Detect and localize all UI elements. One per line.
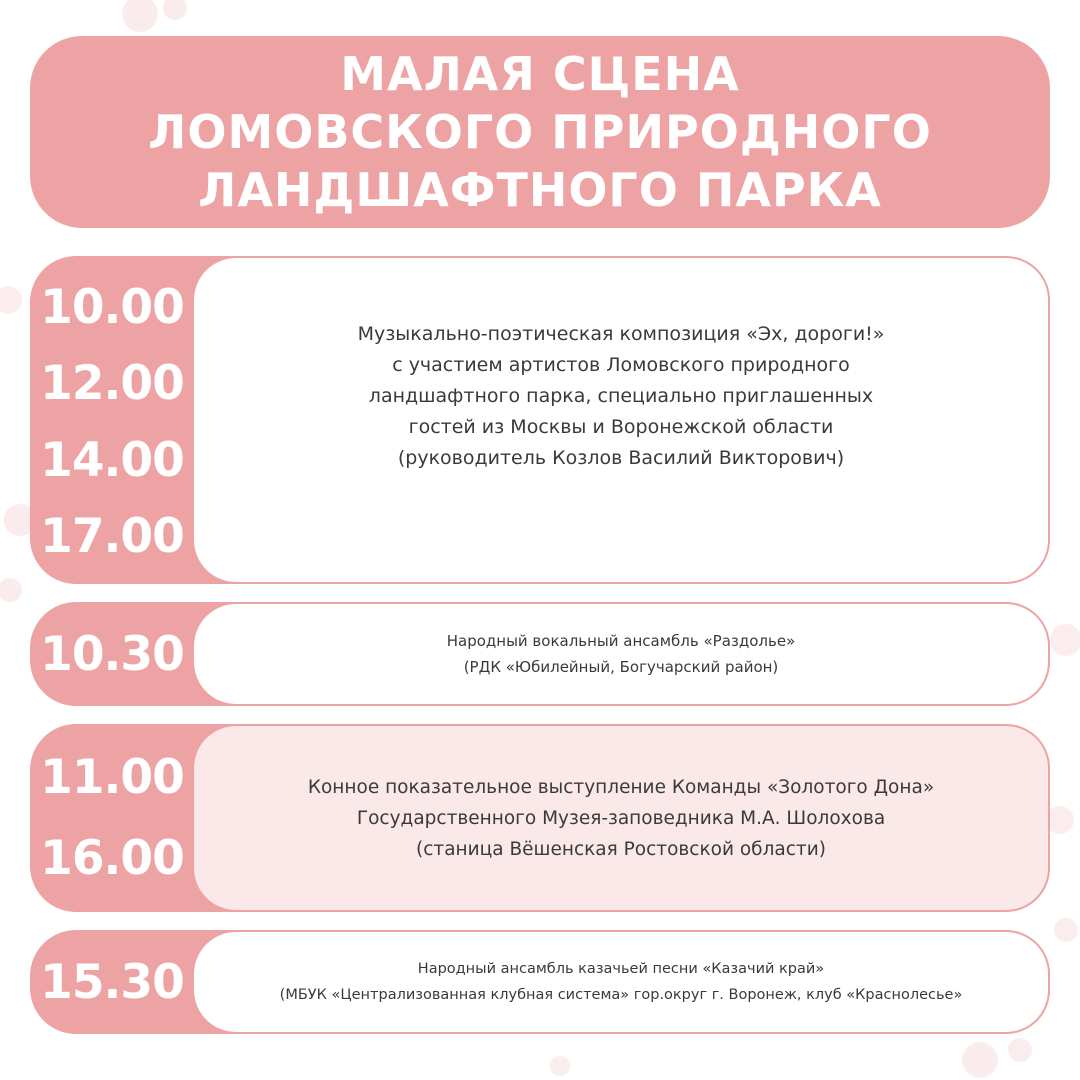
time-label: 14.00	[40, 432, 184, 488]
title-line-1: МАЛАЯ СЦЕНА	[340, 47, 740, 101]
event-description-line: Народный ансамбль казачьей песни «Казачий край»	[417, 961, 825, 977]
title-line-3: ЛАНДШАФТНОГО ПАРКА	[198, 163, 882, 217]
time-column	[30, 256, 194, 584]
event-card	[192, 602, 1050, 706]
schedule-row-2	[30, 602, 1050, 706]
schedule-row-3	[30, 724, 1050, 912]
event-description-line: Конное показательное выступление Команды «Золотого Дона»	[307, 776, 935, 798]
event-description-line: Музыкально-поэтическая композиция «Эх, дороги!»	[357, 322, 885, 345]
time-label: 16.00	[40, 831, 184, 886]
time-label: 10.30	[40, 626, 184, 682]
event-card	[192, 256, 1050, 584]
event-description-line: Народный вокальный ансамбль «Раздолье»	[446, 632, 796, 650]
schedule-row-4	[30, 930, 1050, 1034]
time-label: 12.00	[40, 356, 184, 412]
event-description-line: (МБУК «Централизованная клубная система» гор.округ г. Воронеж, клуб «Краснолесье»	[279, 987, 963, 1003]
event-description-line: ландшафтного парка, специально приглашенных	[368, 384, 874, 407]
event-description-line: с участием артистов Ломовского природного	[392, 353, 850, 376]
time-label: 15.30	[40, 954, 184, 1010]
time-column	[30, 930, 194, 1034]
time-column	[30, 602, 194, 706]
event-description-line: (станица Вёшенская Ростовской области)	[416, 838, 826, 860]
title-line-2: ЛОМОВСКОГО ПРИРОДНОГО	[148, 105, 932, 159]
schedule-row-1	[30, 256, 1050, 584]
event-card	[192, 724, 1050, 912]
event-description-line: Государственного Музея-заповедника М.А. Шолохова	[356, 807, 886, 829]
event-description-line: (руководитель Козлов Василий Викторович)	[397, 446, 845, 469]
event-card	[192, 930, 1050, 1034]
event-description-line: (РДК «Юбилейный, Богучарский район)	[463, 658, 779, 676]
time-column	[30, 724, 194, 912]
time-label: 11.00	[40, 750, 184, 805]
title-banner	[30, 36, 1050, 228]
event-description-line: гостей из Москвы и Воронежской области	[408, 415, 834, 438]
time-label: 10.00	[40, 280, 184, 335]
time-label: 17.00	[40, 508, 184, 564]
